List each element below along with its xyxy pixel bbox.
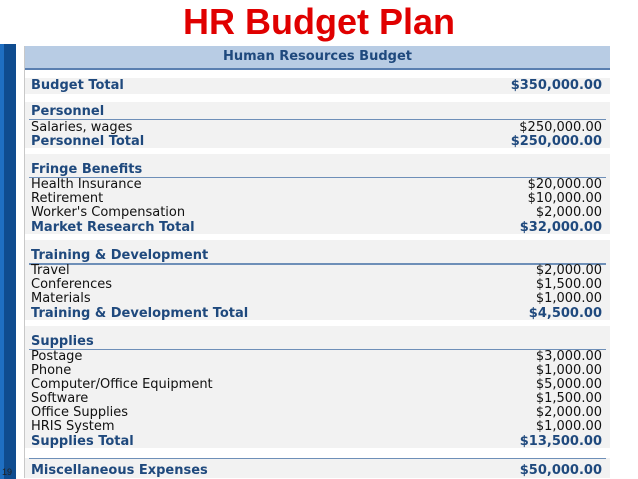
- row-label: Travel: [31, 263, 70, 278]
- row-amount: $10,000.00: [527, 191, 602, 206]
- row-amount: $50,000.00: [519, 463, 602, 478]
- row-label: Training & Development Total: [31, 306, 249, 321]
- misc-expenses-row: [31, 463, 602, 478]
- row-amount: $250,000.00: [510, 134, 602, 149]
- slide-number: 19: [2, 467, 13, 477]
- section-heading-label: Supplies: [31, 334, 94, 349]
- row-amount: $5,000.00: [535, 377, 602, 392]
- section-heading-supplies: [31, 334, 602, 349]
- budget-table: [24, 46, 610, 478]
- row-label: Personnel Total: [31, 134, 145, 149]
- table-row: [31, 191, 602, 206]
- table-row: [31, 291, 602, 306]
- section-heading-label: Training & Development: [31, 248, 209, 263]
- row-amount: $250,000.00: [519, 120, 602, 135]
- section-heading-personnel: [31, 104, 602, 119]
- table-row: [31, 263, 602, 278]
- row-amount: $20,000.00: [527, 177, 602, 192]
- row-label: Health Insurance: [31, 177, 142, 192]
- row-amount: $13,500.00: [519, 434, 602, 449]
- section-divider: [29, 458, 606, 459]
- row-label: Phone: [31, 363, 72, 378]
- row-label: HRIS System: [31, 419, 115, 434]
- table-row: [31, 120, 602, 135]
- budget-total-row: [31, 78, 602, 93]
- row-amount: $2,000.00: [535, 205, 602, 220]
- row-amount: $1,500.00: [535, 391, 602, 406]
- row-label: Computer/Office Equipment: [31, 377, 213, 392]
- personnel-total-row: [31, 134, 602, 149]
- row-amount: $350,000.00: [510, 78, 602, 93]
- row-amount: $32,000.00: [519, 220, 602, 235]
- row-label: Postage: [31, 349, 83, 364]
- row-label: Budget Total: [31, 78, 124, 93]
- table-row: [31, 363, 602, 378]
- row-label: Materials: [31, 291, 91, 306]
- row-amount: $1,000.00: [535, 419, 602, 434]
- slide-title: HR Budget Plan: [182, 1, 455, 42]
- row-amount: $2,000.00: [535, 405, 602, 420]
- table-row: [31, 177, 602, 192]
- row-amount: $2,000.00: [535, 263, 602, 278]
- training-total-row: [31, 306, 602, 321]
- section-heading-label: Personnel: [31, 104, 105, 119]
- left-accent-highlight: [0, 44, 4, 479]
- row-amount: $1,000.00: [535, 291, 602, 306]
- row-label: Office Supplies: [31, 405, 129, 420]
- row-label: Worker's Compensation: [31, 205, 186, 220]
- fringe-total-row: [31, 220, 602, 235]
- row-label: Conferences: [31, 277, 113, 292]
- section-heading-training: [31, 248, 602, 263]
- spacer-band: [25, 70, 610, 78]
- row-amount: $3,000.00: [535, 349, 602, 364]
- spacer-band: [25, 94, 610, 102]
- table-row: [31, 277, 602, 292]
- table-row: [31, 377, 602, 392]
- section-heading-label: Fringe Benefits: [31, 162, 143, 177]
- spacer-band: [25, 448, 610, 458]
- row-label: Software: [31, 391, 89, 406]
- table-row: [31, 349, 602, 364]
- row-label: Miscellaneous Expenses: [31, 463, 208, 478]
- row-label: Market Research Total: [31, 220, 195, 235]
- section-heading-fringe-benefits: [31, 162, 602, 177]
- row-label: Retirement: [31, 191, 104, 206]
- row-label: Supplies Total: [31, 434, 134, 449]
- supplies-total-row: [31, 434, 602, 449]
- table-header: Human Resources Budget: [25, 46, 610, 70]
- row-amount: $4,500.00: [528, 306, 602, 321]
- row-amount: $1,000.00: [535, 363, 602, 378]
- table-row: [31, 391, 602, 406]
- row-amount: $1,500.00: [535, 277, 602, 292]
- table-row: [31, 205, 602, 220]
- table-row: [31, 419, 602, 434]
- table-row: [31, 405, 602, 420]
- row-label: Salaries, wages: [31, 120, 133, 135]
